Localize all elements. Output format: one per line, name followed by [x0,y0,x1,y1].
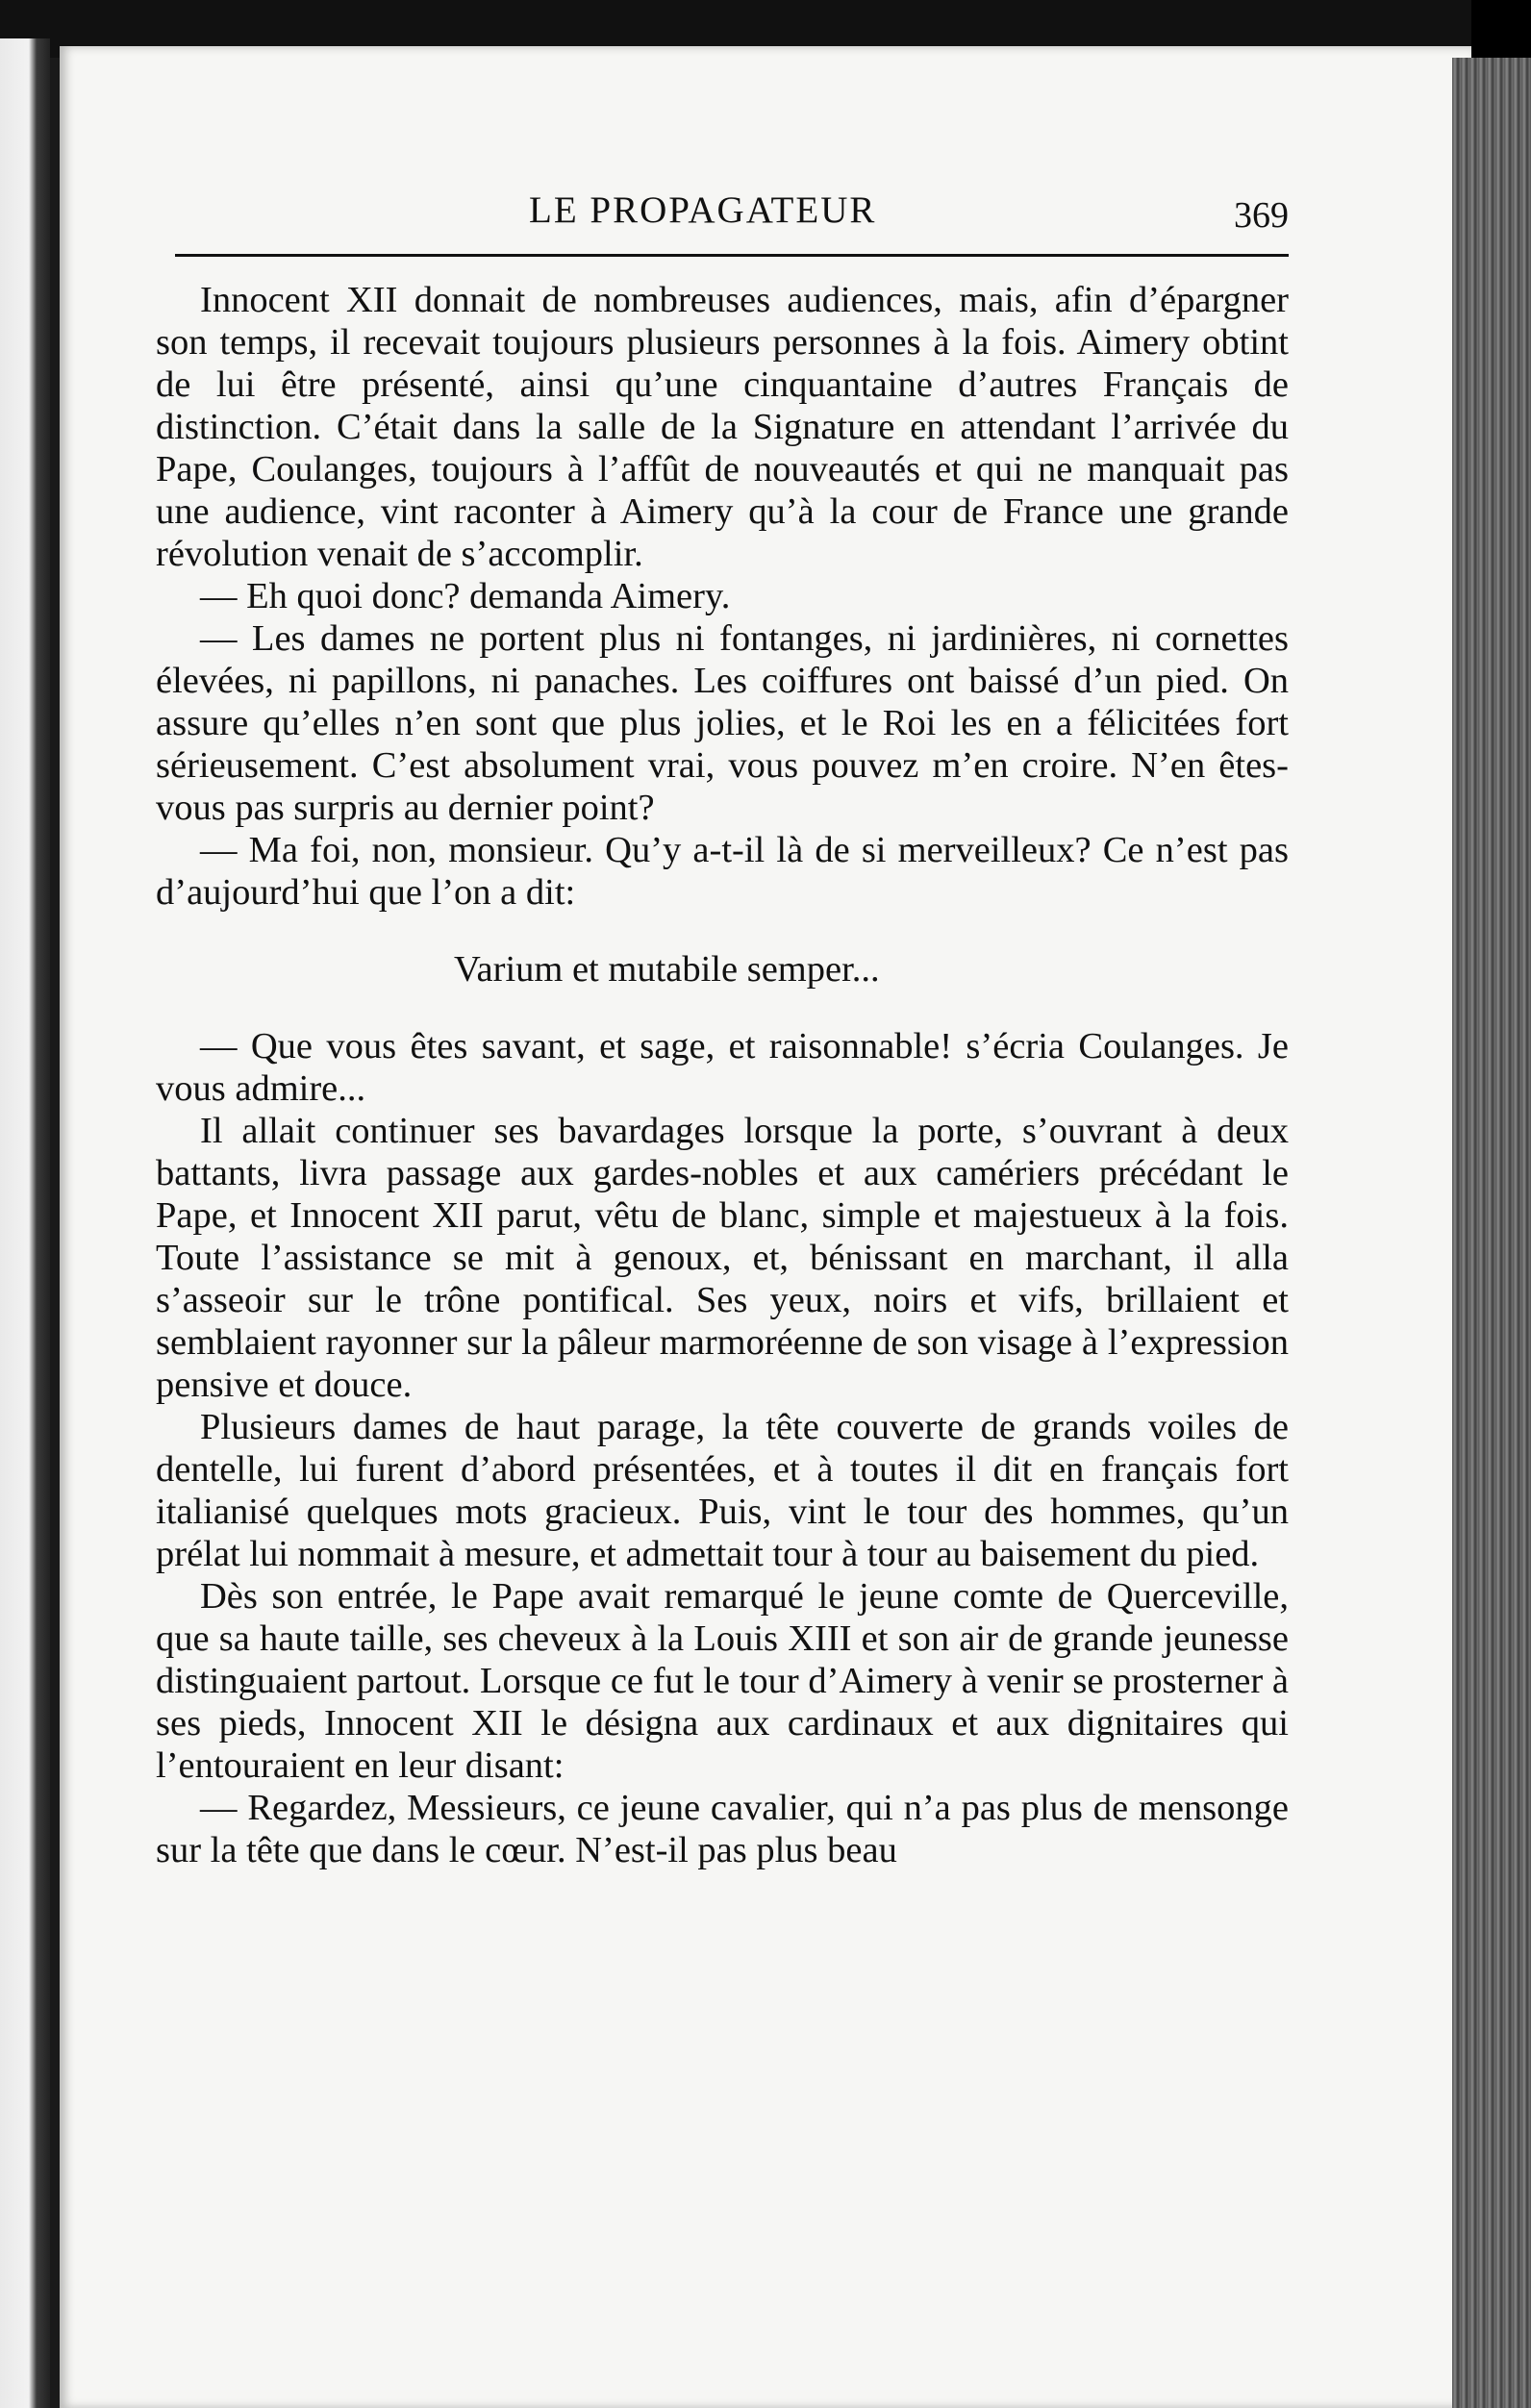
body-text [156,279,1289,1871]
header-rule [175,254,1289,257]
dialogue-line: — Eh quoi donc? demanda Aimery. [200,576,731,616]
paragraph: Dès son entrée, le Pape avait remarqué le jeune comte de Querceville, que sa haute taille, ses cheveux à la Louis XIII et son air de grande jeunesse distinguaient partout. Lorsque ce fut le tour d’Aimery à venir se prosterner à ses pieds, Innocent XII le désigna aux cardinaux et aux dignitaires qui l’entouraient en leur disant: [156,1576,1289,1786]
dialogue-line: — Ma foi, non, monsieur. Qu’y a-t-il là de si merveilleux? Ce n’est pas d’aujourd’hui que l’on a dit: [156,830,1289,913]
facing-page-edge [0,38,50,2408]
page-stack-edge [1452,58,1531,2408]
paragraph: Il allait continuer ses bavardages lorsque la porte, s’ouvrant à deux battants, livra passage aux gardes-nobles et aux camériers précédant le Pape, et Innocent XII parut, vêtu de blanc, simple et majestueux à la fois. Toute l’assistance se mit à genoux, et, bénissant en marchant, il alla s’asseoir sur le trône pontifical. Ses yeux, noirs et vifs, brillaient et semblaient rayonner sur la pâleur marmoréenne de son visage à l’expression pensive et douce. [156,1111,1289,1405]
paragraph: Innocent XII donnait de nombreuses audiences, mais, afin d’épargner son temps, il recevait toujours plusieurs personnes à la fois. Aimery obtint de lui être présenté, ainsi qu’une cinquantaine d’autres Français de distinction. C’était dans la salle de la Signature en attendant l’arrivée du Pape, Coulanges, toujours à l’affût de nouveautés et qui ne manquait pas une audience, vint raconter à Aimery qu’à la cour de France une grande révolution venait de s’accomplir. [156,280,1289,574]
dialogue-line: — Que vous êtes savant, et sage, et raisonnable! s’écria Coulanges. Je vous admire... [156,1026,1289,1109]
dialogue-line: — Regardez, Messieurs, ce jeune cavalier, qui n’a pas plus de mensonge sur la tête que dans le cœur. N’est-il pas plus beau [156,1788,1289,1870]
page-number: 369 [1234,195,1289,236]
running-title: LE PROPAGATEUR [529,189,877,231]
dialogue-line: — Les dames ne portent plus ni fontanges, ni jardinières, ni cornettes élevées, ni papillons, ni panaches. Les coiffures ont baissé d’un pied. On assure qu’elles n’en sont que plus jolies, et le Roi les en a félicitées fort sérieusement. C’est absolument vrai, vous pouvez m’en croire. N’en êtes-vous pas surpris au dernier point? [156,618,1289,828]
latin-quotation: Varium et mutabile semper... [454,949,880,990]
page-header [173,188,1289,246]
paragraph: Plusieurs dames de haut parage, la tête couverte de grands voiles de dentelle, lui furent d’abord présentées, et à toutes il dit en français fort italianisé quelques mots gracieux. Puis, vint le tour des hommes, qu’un prélat lui nommait à mesure, et admettait tour à tour au baisement du pied. [156,1407,1289,1574]
